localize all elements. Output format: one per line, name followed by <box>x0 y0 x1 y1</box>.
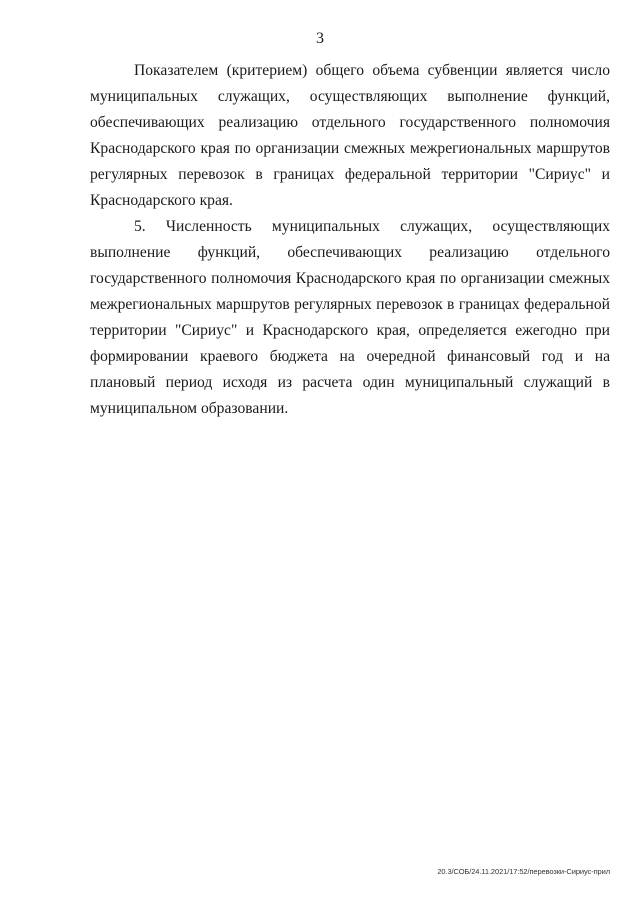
page-number: 3 <box>316 30 324 47</box>
document-body <box>90 58 610 422</box>
paragraph-subvention-criterion: Показателем (критерием) общего объема субвенции является число муниципальных служащих, осуществляющих выполнение функций, обеспечивающих реализацию отдельного государственного полномочия Краснодарского края по организации смежных межрегиональных маршрутов регулярных перевозок в границах федеральной территории "Сириус" и Краснодарского края. <box>90 62 610 209</box>
paragraph-5-employee-count: 5. Численность муниципальных служащих, осуществляющих выполнение функций, обеспечивающих реализацию отдельного государственного полномочия Краснодарского края по организации смежных межрегиональных маршрутов регулярных перевозок в границах федеральной территории "Сириус" и Краснодарского края, определяется ежегодно при формировании краевого бюджета на очередной финансовый год и на плановый период исходя из расчета один муниципальный служащий в муниципальном образовании. <box>90 218 610 417</box>
footer-document-stamp: 20.3/СОБ/24.11.2021/17:52/перевозки-Сириус-прил <box>437 867 610 876</box>
